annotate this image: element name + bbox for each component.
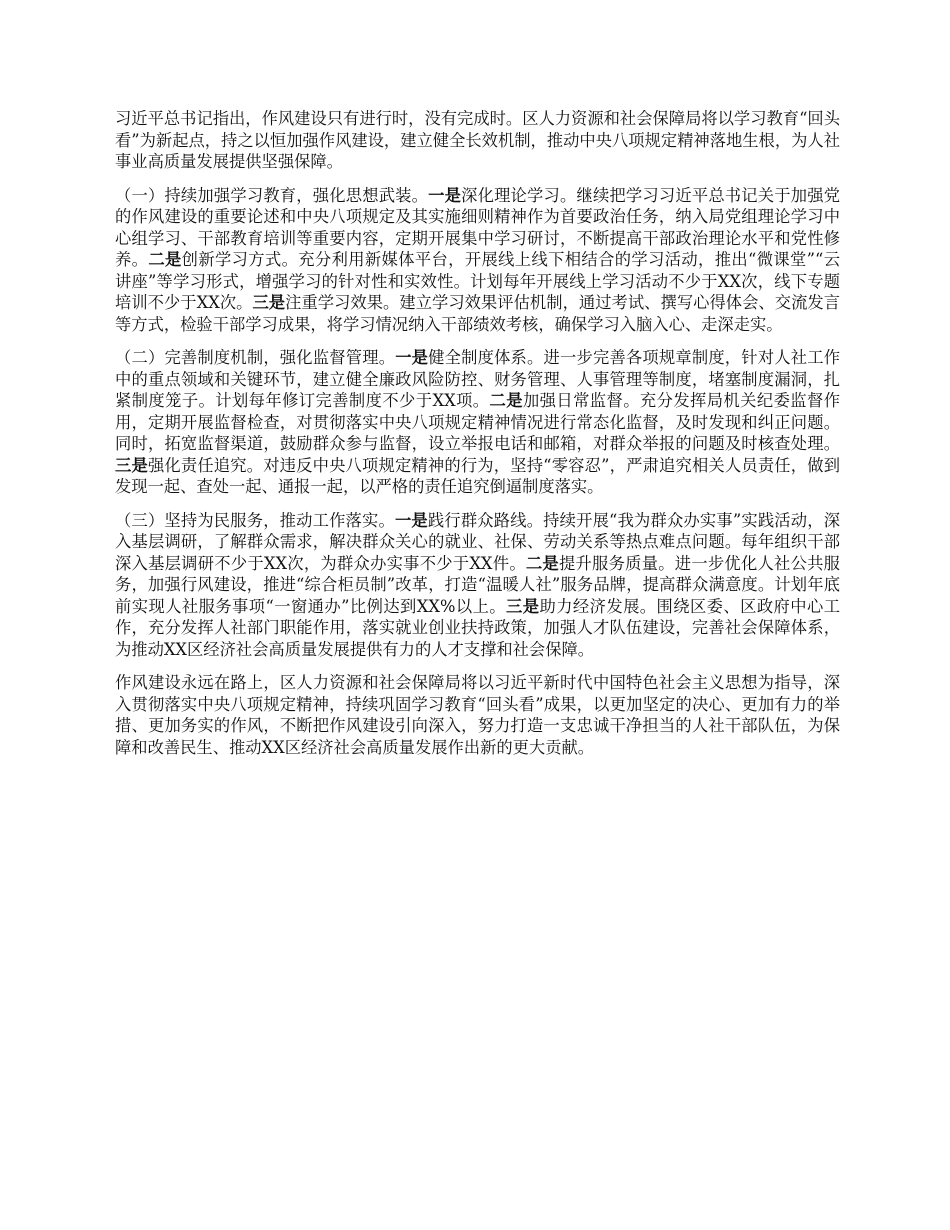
- text-segment: 作风建设永远在路上，区人力资源和社会保障局将以习近平新时代中国特色社会主义思想为指导，深入贯彻落实中央八项规定精神，持续巩固学习教育“回头看”成果，以更加坚定的决心、更加有力的举措、更加务实的作风，不断把作风建设引向深入，努力打造一支忠诚干净担当的人社干部队伍，为保障和改善民生、推动XX区经济社会高质量发展作出新的更大贡献。: [115, 673, 840, 757]
- paragraph-conclusion: [115, 672, 840, 758]
- text-segment: 提升服务质量。进一步优化人社公共服务，加强行风建设，推进“综合柜员制”改革，打造“温暖人社”服务品牌，提高群众满意度。计划年底前实现人社服务事项“一窗通办”比例达到XX%以上。: [115, 553, 840, 616]
- text-segment: （一）持续加强学习教育，强化思想武装。: [115, 185, 429, 205]
- document-body: [115, 108, 840, 770]
- bold-marker: 二是: [525, 553, 559, 573]
- paragraph-intro: [115, 108, 840, 173]
- text-segment: 加强日常监督。充分发挥局机关纪委监督作用，定期开展监督检查，对贯彻落实中央八项规定精神情况进行常态化监督，及时发现和纠正问题。同时，拓宽监督渠道，鼓励群众参与监督，设立举报电话和邮箱，对群众举报的问题及时核查处理。: [115, 391, 840, 453]
- text-segment: 创新学习方式。充分利用新媒体平台，开展线上线下相结合的学习活动，推出“微课堂”“云讲座”等学习形式，增强学习的针对性和实效性。计划每年开展线上学习活动不少于XX次，线下专题培训不少于XX次。: [115, 250, 840, 312]
- text-segment: 习近平总书记指出，作风建设只有进行时，没有完成时。区人力资源和社会保障局将以学习教育“回头看”为新起点，持之以恒加强作风建设，建立健全长效机制，推动中央八项规定精神落地生根，为人社事业高质量发展提供坚强保障。: [115, 109, 840, 171]
- text-segment: （三）坚持为民服务，推动工作落实。: [115, 510, 395, 530]
- text-segment: （二）完善制度机制，强化监督管理。: [115, 348, 396, 367]
- bold-marker: 三是: [115, 455, 148, 475]
- paragraph-institutional-mechanism: [115, 347, 840, 498]
- text-segment: 健全制度体系。进一步完善各项规章制度，针对人社工作中的重点领域和关键环节，建立健全廉政风险防控、财务管理、人事管理等制度，堵塞制度漏洞，扎紧制度笼子。计划每年修订完善制度不少于XX项。: [115, 348, 840, 410]
- bold-marker: 三是: [506, 596, 540, 616]
- bold-marker: 一是: [428, 185, 462, 205]
- bold-marker: 一是: [394, 510, 428, 530]
- paragraph-study-education: [115, 185, 840, 336]
- text-segment: 强化责任追究。对违反中央八项规定精神的行为，坚持“零容忍”，严肃追究相关人员责任，做到发现一起、查处一起、通报一起，以严格的责任追究倒逼制度落实。: [115, 455, 840, 496]
- text-segment: 深化理论学习。继续把学习习近平总书记关于加强党的作风建设的重要论述和中央八项规定及其实施细则精神作为首要政治任务，纳入局党组理论学习中心组学习、干部教育培训等重要内容，定期开展集中学习研讨，不断提高干部政治理论水平和党性修养。: [115, 185, 840, 269]
- bold-marker: 二是: [148, 250, 182, 269]
- text-segment: 助力经济发展。围绕区委、区政府中心工作，充分发挥人社部门职能作用，落实就业创业扶持政策，加强人才队伍建设，完善社会保障体系，为推动XX区经济社会高质量发展提供有力的人才支撑和社会保障。: [115, 596, 840, 659]
- bold-marker: 一是: [395, 348, 429, 367]
- text-segment: 注重学习效果。建立学习效果评估机制，通过考试、撰写心得体会、交流发言等方式，检验干部学习成果，将学习情况纳入干部绩效考核，确保学习入脑入心、走深走实。: [115, 293, 840, 334]
- paragraph-serve-people: [115, 510, 840, 661]
- bold-marker: 三是: [252, 293, 286, 312]
- bold-marker: 二是: [489, 391, 523, 410]
- text-segment: 践行群众路线。持续开展“我为群众办实事”实践活动，深入基层调研，了解群众需求，解决群众关心的就业、社保、劳动关系等热点难点问题。每年组织干部深入基层调研不少于XX次，为群众办实事不少于XX件。: [115, 510, 840, 573]
